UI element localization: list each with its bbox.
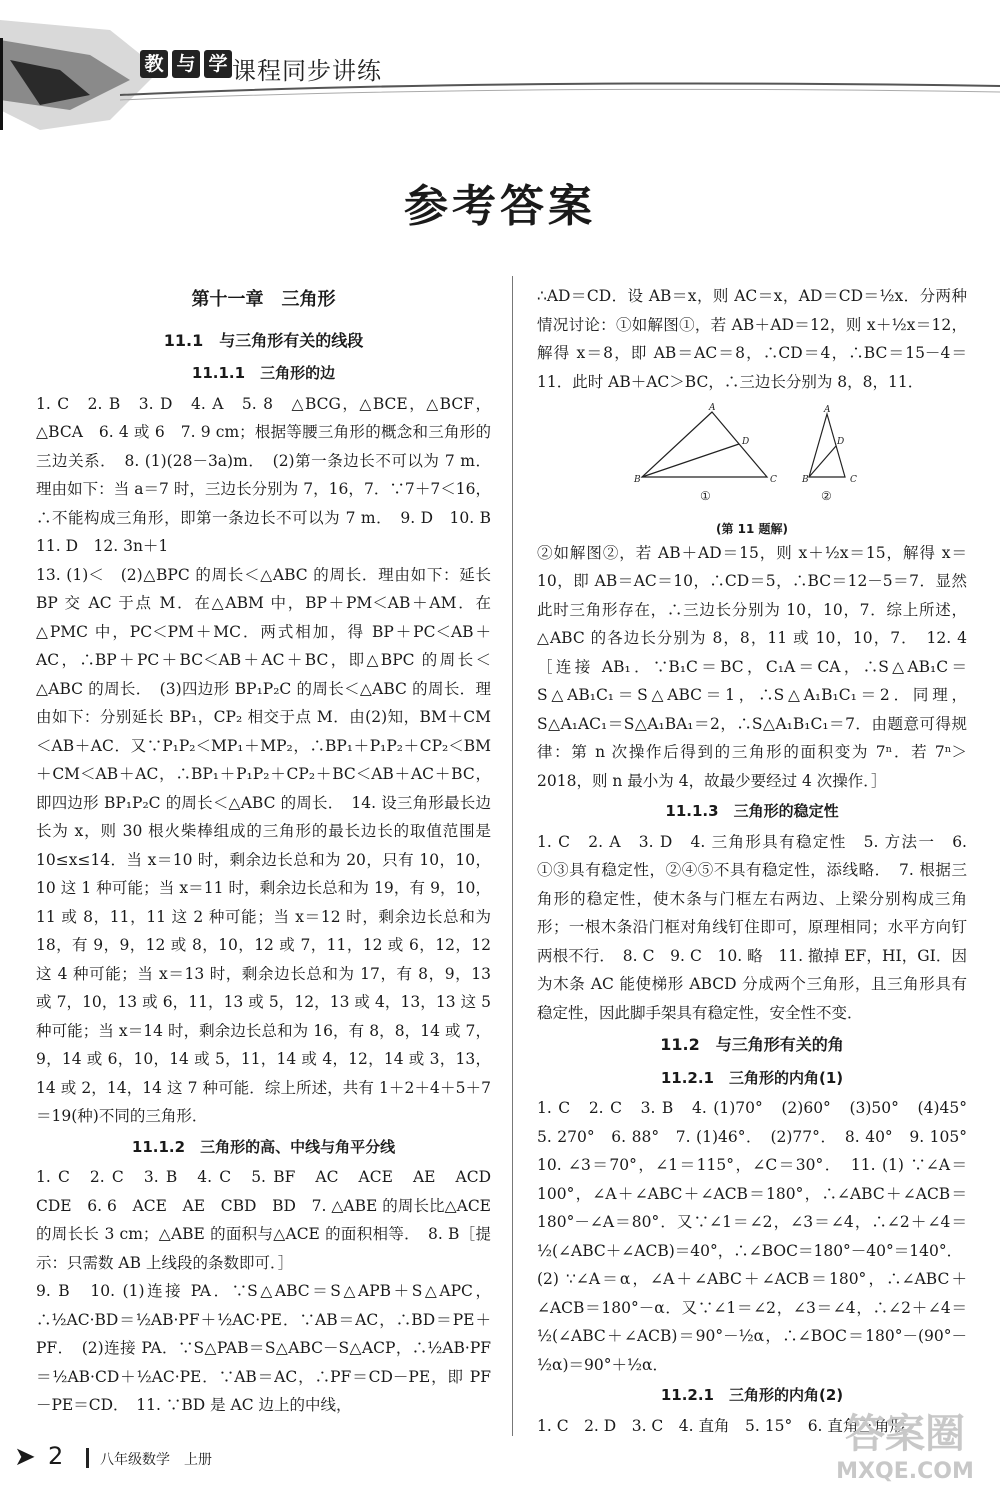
left-column	[36, 282, 507, 1420]
subsection-heading-11-1-1: 11.1.1 三角形的边	[191, 364, 336, 382]
chapter-heading: 第十一章 三角形	[191, 289, 336, 310]
svg-text:C: C	[850, 475, 857, 485]
answer-paragraph: ②如解图②，若 AB＋AD＝15，则 x＋½x＝15，解得 x＝10，即 AB＝AC＝10，∴CD＝5，∴BC＝12－5＝7．显然此时三角形存在，∴三边长分别为 10，10，7．综上所述，△ABC 的各边长分别为 8，8，11 或 10，10，7． 12. 4［连接 AB₁．∵B₁C＝BC，C₁A＝CA，∴S△AB₁C＝S△AB₁C₁＝S△ABC＝1，∴S△A₁B₁C₁＝2．同理，S△A₁AC₁＝S△A₁BA₁＝2，∴S△A₁B₁C₁＝7．由题意可得规律：第 n 次操作后得到的三角形的面积变为 7ⁿ．若 7ⁿ＞2018，则 n 最小为 4，故最少要经过 4 次操作．］	[537, 543, 967, 790]
book-label: 八年级数学 上册	[100, 1452, 212, 1468]
subsection-heading-11-1-3: 11.1.3 三角形的稳定性	[665, 802, 839, 820]
watermark-text: 答案圈	[845, 1411, 965, 1457]
subsection-heading-11-1-2: 11.1.2 三角形的高、中线与角平分线	[131, 1137, 396, 1156]
answer-paragraph: 9. B 10. (1)连接 PA．∵S△ABC＝S△APB＋S△APC，∴½AC·BD＝½AB·PF＋½AC·PE．∵AB＝AC，∴BD＝PE＋PF． (2)连接 PA．∵S△PAB＝S△ABC－S△ACP，∴½AB·PF＝½AB·CD＋½AC·PE．∵AB＝AC，∴PF＝CD－PE，即 PF－PE＝CD． 11. ∵BD 是 AC 边上的中线，	[36, 1282, 491, 1414]
section-heading-11-2: 11.2 与三角形有关的角	[660, 1035, 844, 1054]
answer-paragraph: 1. C 2. D 3. C 4. 直角 5. 15° 6. 直角三角形	[537, 1416, 905, 1435]
svg-text:A: A	[824, 405, 831, 415]
footer-divider	[86, 1448, 89, 1468]
page-title: 参考答案	[404, 181, 596, 232]
brand-char-xue: 学	[204, 50, 232, 78]
answer-paragraph: 1. C 2. B 3. D 4. A 5. 8 △BCG，△BCE，△BCF，△BCA 6. 4 或 6 7. 9 cm；根据等腰三角形的概念和三角形的三边关系． 8. (1)(28－3a)m． (2)第一条边长不可以为 7 m．理由如下：当 a＝7 时，三边长分别为 7，16，7．∵7＋7＜16，∴不能构成三角形，即第一条边长不可以为 7 m． 9. D 10. B 11. D 12. 3n＋1	[36, 394, 507, 555]
answer-paragraph: ∴AD＝CD．设 AB＝x，则 AC＝x，AD＝CD＝½x．分两种情况讨论：①如解图①，若 AB＋AD＝12，则 x＋½x＝12，解得 x＝8，即 AB＝AC＝8，∴CD＝4，∴BC＝15－4＝11．此时 AB＋AC＞BC，∴三边长分别为 8，8，11．	[537, 287, 967, 391]
column-divider	[512, 276, 513, 1436]
svg-text:D: D	[742, 437, 750, 447]
answer-paragraph: 1. C 2. C 3. B 4. (1)70° (2)60° (3)50° (4)45° 5. 270° 6. 88° 7. (1)46°． (2)77°． 8. 40° 9. 105° 10. ∠3＝70°，∠1＝115°，∠C＝30°． 11. (1) ∵∠A＝100°，∠A＋∠ABC＋∠ACB＝180°，∴∠ABC＋∠ACB＝180°－∠A＝80°．又∵∠1＝∠2，∠3＝∠4，∴∠2＋∠4＝½(∠ABC＋∠ACB)＝40°，∴∠BOC＝180°－40°＝140°．	[537, 1099, 983, 1260]
section-heading-11-1: 11.1 与三角形有关的线段	[163, 330, 364, 350]
page-number: 2	[48, 1442, 64, 1470]
page-header	[0, 0, 1000, 130]
subsection-heading-11-2-1: 11.2.1 三角形的内角(1)	[660, 1068, 844, 1087]
watermark-url: MXQE.COM	[836, 1459, 974, 1484]
watermark	[815, 1410, 995, 1498]
figure-label-1: ①	[700, 489, 711, 503]
svg-text:A: A	[709, 403, 716, 413]
subsection-heading-11-2-1-part2: 11.2.1 三角形的内角(2)	[660, 1386, 844, 1404]
figure-label-2: ②	[821, 489, 832, 503]
figure-q11	[537, 402, 967, 517]
svg-text:C: C	[770, 475, 777, 485]
series-title: 课程同步讲练	[232, 57, 382, 85]
footer-arrow-icon: ➤	[14, 1442, 36, 1472]
figure-caption: (第 11 题解)	[715, 521, 789, 536]
brand-char-yu: 与	[172, 50, 200, 78]
answer-paragraph: 1. C 2. A 3. D 4. 三角形具有稳定性 5. 方法一 6. ①③具有稳定性，②④⑤不具有稳定性，添线略． 7. 根据三角形的稳定性，使木条与门框左右两边、上梁分别构成三角形；一根木条沿门框对角线钉住即可，原理相同；水平方向钉两根不行． 8. C 9. C 10. 略 11. 撤掉 EF，HI，GI．因为木条 AC 能使梯形 ABCD 分成两个三角形，且三角形具有稳定性，因此脚手架具有稳定性，安全性不变．	[537, 832, 967, 1022]
svg-text:B: B	[802, 475, 809, 485]
answer-paragraph: (2) ∵∠A＝α，∠A＋∠ABC＋∠ACB＝180°，∴∠ABC＋∠ACB＝180°－α．又∵∠1＝∠2，∠3＝∠4，∴∠2＋∠4＝½(∠ABC＋∠ACB)＝90°－½α，∴∠BOC＝180°－(90°－½α)＝90°＋½α．	[537, 1270, 967, 1374]
answer-paragraph: 1. C 2. C 3. B 4. C 5. BF AC ACE AE ACD CDE 6. 6 ACE AE CBD BD 7. △ABE 的周长比△ACE 的周长长 3 cm；△ABE 的面积与△ACE 的面积相等． 8. B［提示：只需数 AB 上线段的条数即可．］	[36, 1168, 507, 1272]
svg-text:D: D	[837, 437, 845, 447]
triangle-figures	[632, 402, 872, 507]
right-column	[537, 282, 983, 1440]
svg-text:B: B	[634, 475, 641, 485]
answer-paragraph: 13. (1)＜ (2)△BPC 的周长＜△ABC 的周长．理由如下：延长 BP 交 AC 于点 M．在△ABM 中，BP＋PM＜AB＋AM．在△PMC 中，PC＜PM＋MC．两式相加，得 BP＋PC＜AB＋AC，∴BP＋PC＋BC＜AB＋AC＋BC，即△BPC 的周长＜△ABC 的周长． (3)四边形 BP₁P₂C 的周长＜△ABC 的周长．理由如下：分别延长 BP₁，CP₂ 相交于点 M．由(2)知，BM＋CM＜AB＋AC．又∵P₁P₂＜MP₁＋MP₂，∴BP₁＋P₁P₂＋CP₂＜BM＋CM＜AB＋AC，∴BP₁＋P₁P₂＋CP₂＋BC＜AB＋AC＋BC，即四边形 BP₁P₂C 的周长＜△ABC 的周长． 14. 设三角形最长边长为 x，则 30 根火柴棒组成的三角形的最长边长的取值范围是 10≤x≤14．当 x＝10 时，剩余边长总和为 20，只有 10，10，10 这 1 种可能；当 x＝11 时，剩余边长总和为 19，有 9，10，11 或 8，11，11 这 2 种可能；当 x＝12 时，剩余边长总和为 18，有 9，9，12 或 8，10，12 或 7，11，12 或 6，12，12 这 4 种可能；当 x＝13 时，剩余边长总和为 17，有 8，9，13 或 7，10，13 或 6，11，13 或 5，12，13 或 4，13，13 这 5 种可能；当 x＝14 时，剩余边长总和为 16，有 8，8，14 或 7，9，14 或 6，10，14 或 5，11，14 或 4，12，14 或 3，13，14 或 2，14，14 这 7 种可能．综上所述，共有 1＋2＋4＋5＋7＝19(种)不同的三角形．	[36, 565, 491, 1125]
brand-char-jiao: 教	[140, 50, 168, 78]
